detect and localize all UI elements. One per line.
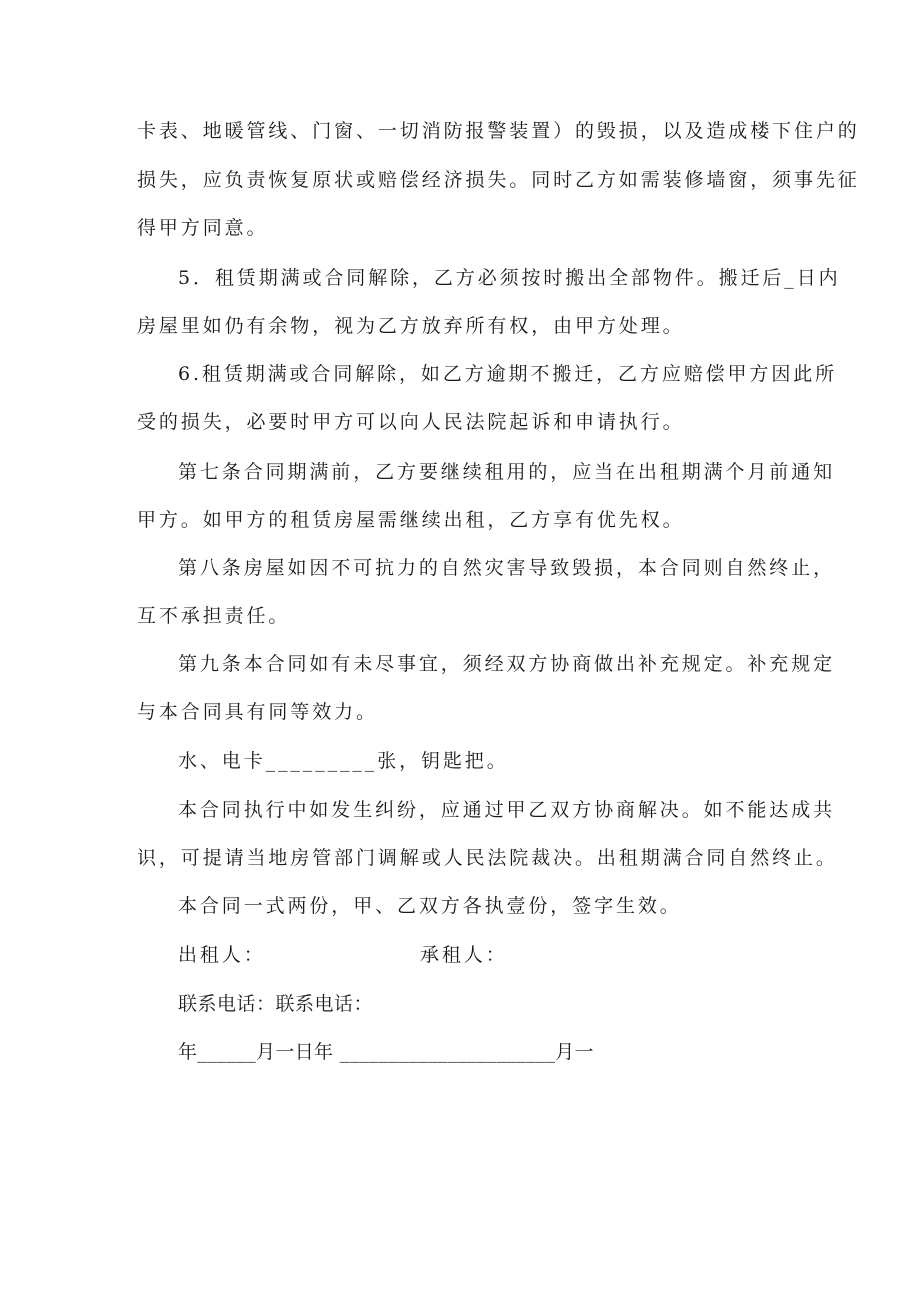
paragraph-line: 甲方。如甲方的租赁房屋需继续出租，乙方享有优先权。 bbox=[137, 509, 685, 531]
lessor-label: 出租人： bbox=[178, 944, 266, 966]
article-8-line: 第八条房屋如因不可抗力的自然灾害导致毁损，本合同则自然终止， bbox=[178, 557, 836, 579]
paragraph-line: 损失，应负责恢复原状或赔偿经济损失。同时乙方如需装修墙窗，须事先征 bbox=[137, 169, 860, 191]
phone-line: 联系电话：联系电话： bbox=[178, 993, 374, 1015]
paragraph-line: 识，可提请当地房管部门调解或人民法院裁决。出租期满合同自然终止。 bbox=[137, 847, 838, 869]
paragraph-line: 互不承担责任。 bbox=[137, 605, 291, 627]
article-9-line: 第九条本合同如有未尽事宜，须经双方协商做出补充规定。补充规定 bbox=[178, 653, 836, 675]
card-keys-line: 水、电卡_________张，钥匙把。 bbox=[178, 750, 509, 772]
copies-line: 本合同一式两份，甲、乙双方各执壹份，签字生效。 bbox=[178, 895, 682, 917]
date-line: 年______月一日年 ______________________月一 bbox=[178, 1041, 594, 1063]
dispute-line: 本合同执行中如发生纠纷，应通过甲乙双方协商解决。如不能达成共 bbox=[178, 799, 836, 821]
clause-6-line: 6.租赁期满或合同解除，如乙方逾期不搬迁，乙方应赔偿甲方因此所 bbox=[178, 363, 838, 385]
paragraph-line: 房屋里如仍有余物，视为乙方放弃所有权，由甲方处理。 bbox=[137, 315, 685, 337]
article-7-line: 第七条合同期满前，乙方要继续租用的，应当在出租期满个月前通知 bbox=[178, 461, 836, 483]
paragraph-line: 卡表、地暖管线、门窗、一切消防报警装置）的毁损，以及造成楼下住户的 bbox=[137, 120, 860, 142]
lessee-label: 承租人： bbox=[420, 944, 508, 966]
paragraph-line: 与本合同具有同等效力。 bbox=[137, 701, 378, 723]
paragraph-line: 得甲方同意。 bbox=[137, 217, 269, 239]
paragraph-line: 受的损失，必要时甲方可以向人民法院起诉和申请执行。 bbox=[137, 411, 685, 433]
clause-5-line: 5．租赁期满或合同解除，乙方必须按时搬出全部物件。搬迁后_日内 bbox=[178, 267, 841, 289]
